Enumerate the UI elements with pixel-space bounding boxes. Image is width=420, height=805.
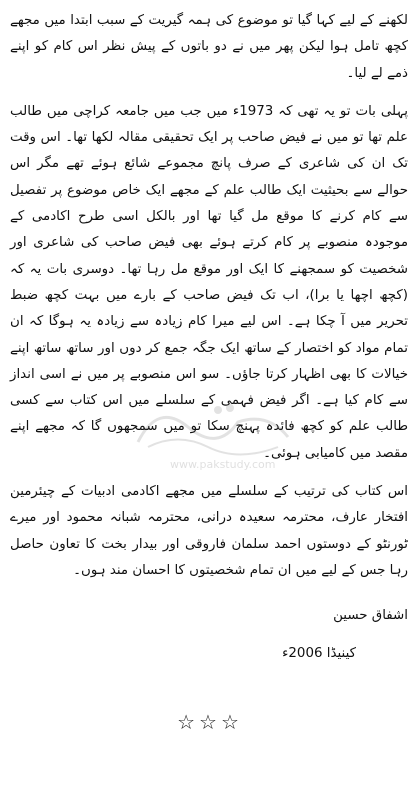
author-signature: اشفاق حسین [333, 608, 408, 624]
ornament-stars: ☆☆☆ [177, 710, 243, 734]
signature-place-date: کینیڈا 2006ء [282, 646, 356, 662]
paragraph-intro: لکھنے کے لیے کہا گیا تو موضوع کی ہمہ گیریت کے سبب ابتدا میں مجھے کچھ تامل ہوا لیکن پھر میں نے دو باتوں کے پیش نظر اس کام کو اپنے ذمے لے لیا۔ [10, 13, 408, 81]
paragraph-acknowledgement: اس کتاب کی ترتیب کے سلسلے میں مجھے اکادمی ادبیات کے چیئرمین افتخار عارف، محترمہ سعیدہ درانی، محترمہ شبانہ محمود اور میرے ٹورنٹو کے دوستوں احمد سلمان فاروقی اور بیدار بخت کا تعاون حاصل رہا جس کے لیے میں ان تمام شخصیتوں کا احسان مند ہوں۔ [10, 484, 408, 578]
paragraph-first-reason: پہلی بات تو یہ تھی کہ 1973ء میں جب میں جامعہ کراچی میں طالب علم تھا تو میں نے فیض صاحب پر ایک تحقیقی مقالہ لکھا تھا۔ اس وقت تک ان کی شاعری کے صرف پانچ مجموعے شائع ہوئے تھے مگر اس حوالے سے بحیثیت ایک طالب علم کے مجھے ایک خاص موضوع پر تفصیل سے کام کرنے کا موقع مل گیا تھا اور بالکل اسی طرح اکادمی کے موجودہ منصوبے پر کام کرتے ہوئے بھی فیض صاحب کی شاعری اور شخصیت کو سمجھنے کا ایک اور موقع مل رہا تھا۔ دوسری بات یہ کہ (کچھ اچھا یا برا)، اب تک فیض صاحب کے بارے میں بہت کچھ ضبط تحریر میں آ چکا ہے۔ اس لیے میرا کام زیادہ سے زیادہ یہ ہوگا کہ ان تمام مواد کو اختصار کے ساتھ ایک جگہ جمع کر دوں اور ساتھ ساتھ اپنے خیالات کا بھی اظہار کرتا جاؤں۔ سو اس منصوبے پر میں نے اسی انداز سے کام کیا ہے۔ اگر فیض فہمی کے سلسلے میں اس کتاب سے کسی طالب علم کو کچھ فائدہ پہنچ سکا تو میں سمجھوں گا کہ مجھے اپنے مقصد میں کامیابی ہوئی۔ [10, 103, 408, 461]
watermark-url: www.pakstudy.com [170, 458, 276, 471]
